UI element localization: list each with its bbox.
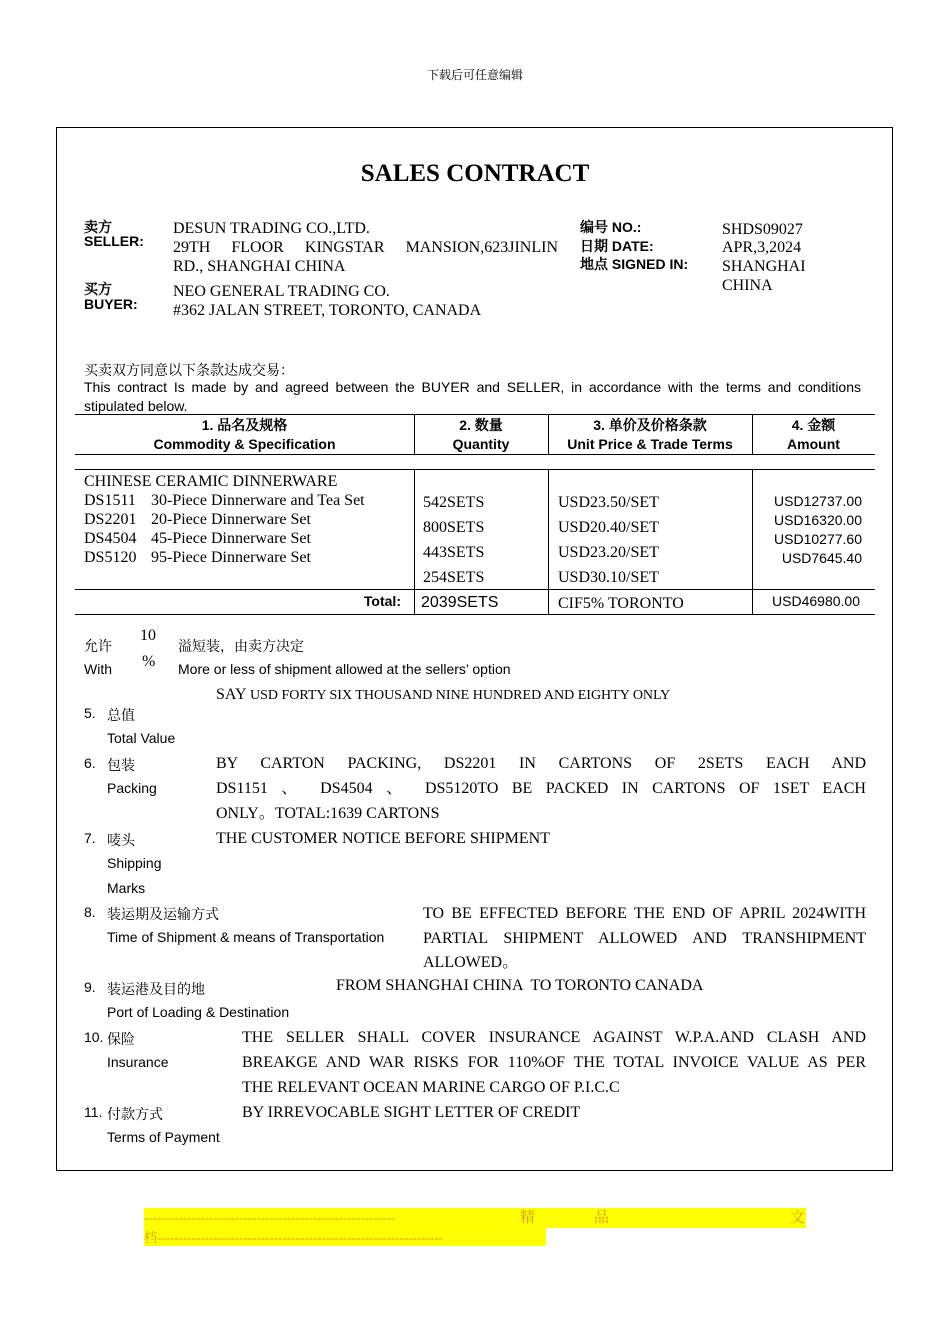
total-quantity: 2039SETS [421, 594, 499, 611]
packing-line1: BY CARTON PACKING, DS2201 IN CARTONS OF 2SETS EACH AND [216, 755, 866, 772]
total-value-words: USD FORTY SIX THOUSAND NINE HUNDRED AND EIGHTY ONLY [249, 688, 671, 703]
total-amount: USD46980.00 [772, 593, 860, 609]
header-commodity-cn: 1. 品名及规格 [201, 417, 288, 433]
total-trade-terms: CIF5% TORONTO [558, 595, 684, 612]
shipment-line2: PARTIAL SHIPMENT ALLOWED AND TRANSHIPMENT [423, 930, 866, 947]
seller-address-line1: 29TH FLOOR KINGSTAR MANSION,623JINLIN [173, 239, 558, 256]
seller-label-en: SELLER: [84, 233, 144, 249]
buyer-name: NEO GENERAL TRADING CO. [173, 283, 390, 300]
allowance-en: With [84, 661, 112, 677]
intro-en-line2: stipulated below. [84, 398, 188, 414]
total-label: Total: [363, 593, 401, 609]
clause-10-number: 10. [84, 1029, 104, 1045]
clause-5-cn: 总值 [107, 709, 135, 724]
header-quantity-cn: 2. 数量 [459, 417, 503, 433]
table-row-qty: 542SETS [423, 494, 485, 511]
intro-en-line1: This contract Is made by and agreed between the BUYER and SELLER, in accordance with the terms and conditions [84, 379, 861, 395]
header-commodity-en: Commodity & Specification [153, 436, 336, 452]
clause-6-cn: 包装 [107, 759, 135, 774]
signed-in-label: 地点 SIGNED IN: [580, 256, 689, 272]
table-row-desc: 30-Piece Dinnerware and Tea Set [151, 492, 365, 509]
clause-9-en: Port of Loading & Destination [107, 1004, 290, 1020]
header-amount-cn: 4. 金额 [791, 417, 836, 433]
say-word: SAY [216, 686, 246, 703]
allowance-desc-en: More or less of shipment allowed at the sellers’ option [178, 661, 511, 677]
clause-8-en: Time of Shipment & means of Transportation [107, 929, 385, 945]
clause-10-cn: 保险 [107, 1033, 135, 1048]
table-row-code: DS1511 [84, 492, 136, 509]
seller-label-cn: 卖方 [84, 219, 112, 235]
clause-7-number: 7. [84, 830, 96, 846]
table-row-qty: 254SETS [423, 569, 485, 586]
clause-6-en: Packing [107, 780, 157, 796]
table-row-price: USD23.50/SET [558, 494, 659, 511]
contract-no-label: 编号 NO.: [580, 219, 642, 235]
contract-no-value: SHDS09027 [722, 221, 803, 238]
intro-cn: 买卖双方同意以下条款达成交易： [84, 364, 294, 379]
seller-address-line2: RD., SHANGHAI CHINA [173, 258, 346, 275]
allowance-percent-number: 10 [140, 627, 156, 644]
buyer-address: #362 JALAN STREET, TORONTO, CANADA [173, 302, 482, 319]
clause-8-cn: 装运期及运输方式 [107, 908, 219, 923]
signed-in-value-line1: SHANGHAI [722, 258, 806, 275]
footer-char-jing: 精 [520, 1210, 536, 1226]
footer-char-wen: 文 [790, 1210, 806, 1226]
header-quantity-en: Quantity [452, 436, 510, 452]
table-row-desc: 20-Piece Dinnerware Set [151, 511, 311, 528]
insurance-line1: THE SELLER SHALL COVER INSURANCE AGAINST W.P.A.AND CLASH AND [242, 1029, 866, 1046]
table-row-code: DS5120 [84, 549, 137, 566]
clause-11-number: 11. [84, 1104, 103, 1120]
date-label: 日期 DATE: [580, 238, 654, 254]
commodity-title: CHINESE CERAMIC DINNERWARE [84, 473, 338, 490]
footer-dashes-left: ---------------------------------------------------------- [144, 1210, 396, 1225]
buyer-label-en: BUYER: [84, 296, 138, 312]
table-row-price: USD30.10/SET [558, 569, 659, 586]
table-row-price: USD20.40/SET [558, 519, 659, 536]
table-total-top-border [75, 589, 875, 590]
table-row-amount: USD12737.00 [774, 493, 862, 509]
allowance-percent-sign: % [142, 653, 156, 670]
date-value: APR,3,2024 [722, 239, 802, 256]
clause-5-number: 5. [84, 705, 96, 721]
seller-name: DESUN TRADING CO.,LTD. [173, 220, 370, 237]
footer-dang-line: 档------------------------------------------------------------------ [144, 1230, 443, 1245]
packing-line2: DS1151 、 DS4504 、 DS5120TO BE PACKED IN CARTONS OF 1SET EACH [216, 780, 866, 797]
clause-10-en: Insurance [107, 1054, 169, 1070]
table-row-code: DS2201 [84, 511, 137, 528]
table-bottom-border [75, 614, 875, 615]
clause-6-number: 6. [84, 755, 96, 771]
col-divider-2-body [548, 469, 549, 615]
clause-7-cn: 唛头 [107, 834, 135, 849]
header-note: 下载后可任意编辑 [426, 68, 523, 82]
shipping-marks-text: THE CUSTOMER NOTICE BEFORE SHIPMENT [216, 830, 550, 847]
table-row-amount: USD10277.60 [774, 531, 862, 547]
page-title: SALES CONTRACT [360, 160, 590, 187]
clause-11-en: Terms of Payment [107, 1129, 220, 1145]
port-text: FROM SHANGHAI CHINA TO TORONTO CANADA [336, 977, 704, 994]
clause-9-cn: 装运港及目的地 [107, 983, 205, 998]
header-price-en: Unit Price & Trade Terms [567, 436, 733, 452]
clause-8-number: 8. [84, 904, 96, 920]
insurance-line3: THE RELEVANT OCEAN MARINE CARGO OF P.I.C.C [242, 1079, 620, 1096]
header-price-cn: 3. 单价及价格条款 [593, 417, 707, 433]
table-row-code: DS4504 [84, 530, 137, 547]
table-row-qty: 800SETS [423, 519, 485, 536]
table-row-price: USD23.20/SET [558, 544, 659, 561]
packing-line3: ONLY。TOTAL:1639 CARTONS [216, 805, 440, 822]
table-row-desc: 95-Piece Dinnerware Set [151, 549, 311, 566]
shipment-line3: ALLOWED。 [423, 954, 519, 971]
allowance-cn: 允许 [84, 640, 112, 655]
clause-9-number: 9. [84, 979, 96, 995]
clause-5-en: Total Value [107, 730, 176, 746]
table-row-amount: USD7645.40 [781, 550, 862, 566]
table-body-top-border [75, 469, 875, 470]
footer-char-pin: 品 [594, 1210, 610, 1226]
clause-7-en-line2: Marks [107, 880, 146, 896]
header-amount-en: Amount [787, 436, 840, 452]
buyer-label-cn: 买方 [84, 281, 112, 297]
clause-11-cn: 付款方式 [107, 1108, 163, 1123]
clause-7-en-line1: Shipping [107, 855, 162, 871]
table-row-desc: 45-Piece Dinnerware Set [151, 530, 311, 547]
signed-in-value-line2: CHINA [722, 277, 773, 294]
table-top-border [75, 414, 875, 415]
table-row-qty: 443SETS [423, 544, 485, 561]
table-row-amount: USD16320.00 [774, 512, 862, 528]
table-header-bottom-border [75, 454, 875, 455]
shipment-line1: TO BE EFFECTED BEFORE THE END OF APRIL 2024WITH [423, 905, 866, 922]
payment-text: BY IRREVOCABLE SIGHT LETTER OF CREDIT [242, 1104, 581, 1121]
insurance-line2: BREAKGE AND WAR RISKS FOR 110%OF THE TOTAL INVOICE VALUE AS PER [242, 1054, 866, 1071]
total-value-say [216, 686, 670, 704]
allowance-desc-cn: 溢短装，由卖方决定 [178, 640, 304, 655]
col-divider-1-body [414, 469, 415, 615]
